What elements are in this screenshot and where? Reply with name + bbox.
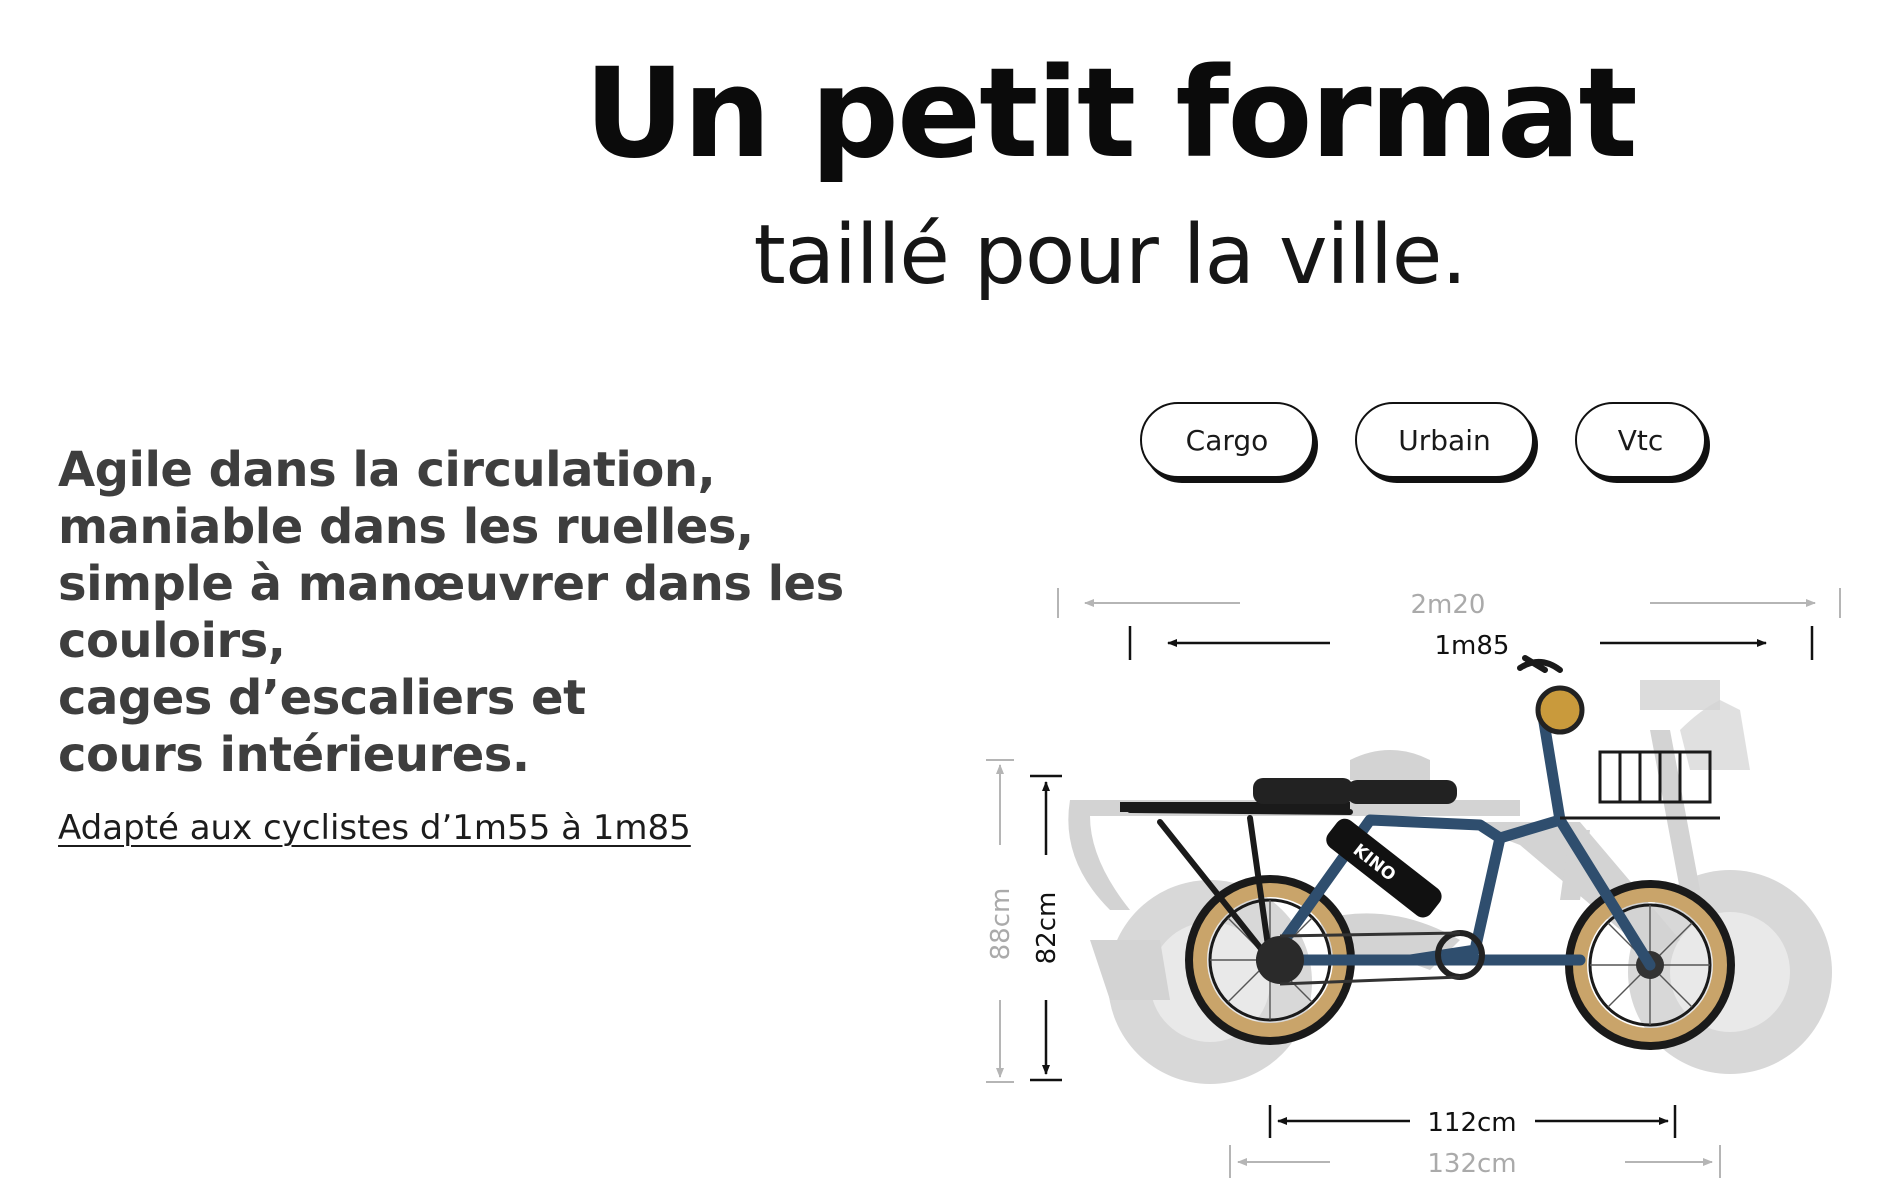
page-subtitle: taillé pour la ville. [753, 208, 1467, 303]
tab-vtc[interactable]: Vtc [1575, 402, 1706, 478]
intro-line: cours intérieures. [58, 727, 530, 783]
battery-brand-text: KINO [1348, 840, 1400, 886]
intro-line: simple à manœuvrer dans les [58, 556, 844, 612]
dim-label-height: 82cm [1032, 891, 1062, 965]
intro-line: couloirs, [58, 613, 286, 669]
rider-fit-link[interactable]: Adapté aux cyclistes d’1m55 à 1m85 [58, 808, 691, 848]
page-title: Un petit format [584, 42, 1636, 186]
intro-line: Agile dans la circulation, [58, 442, 716, 498]
bike-type-tabs [1140, 402, 1706, 478]
ghost-cargo-bike [1068, 680, 1832, 1084]
dim-length-cargo [1058, 588, 1840, 620]
dim-label-length: 1m85 [1434, 631, 1510, 661]
dim-height [1030, 776, 1062, 1080]
dim-label-wheelbase: 112cm [1427, 1108, 1517, 1138]
dim-label-length-cargo: 2m20 [1410, 590, 1486, 620]
tab-urbain[interactable]: Urbain [1355, 402, 1534, 478]
bike-dimension-diagram [960, 560, 1860, 1200]
dim-wheelbase-cargo [1230, 1145, 1720, 1179]
dim-label-height-cargo: 88cm [986, 887, 1016, 961]
intro-line: cages d’escaliers et [58, 670, 586, 726]
tab-cargo[interactable]: Cargo [1140, 402, 1314, 478]
intro-text [58, 442, 878, 784]
dim-wheelbase [1270, 1105, 1675, 1138]
dim-label-wheelbase-cargo: 132cm [1427, 1149, 1517, 1179]
intro-line: maniable dans les ruelles, [58, 499, 754, 555]
dim-height-cargo [986, 760, 1016, 1082]
dim-length [1130, 626, 1812, 661]
